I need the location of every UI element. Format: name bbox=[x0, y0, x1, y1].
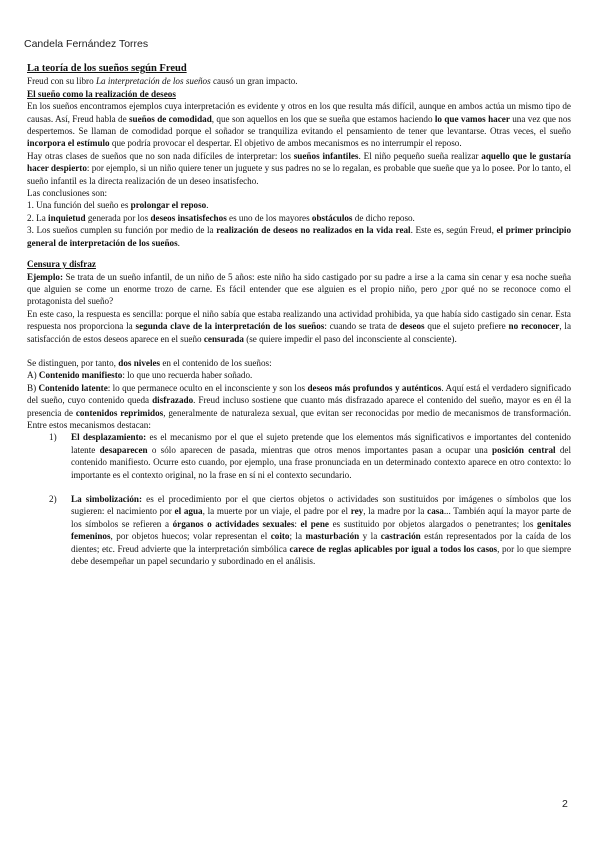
section-heading: El sueño como la realización de deseos bbox=[27, 88, 176, 99]
conclusion-item: 2. La inquietud generada por los deseos insatisfechos es uno de los mayores obstáculos de dicho reposo. bbox=[27, 212, 415, 223]
document-body bbox=[27, 63, 571, 567]
example-paragraph: Ejemplo: Se trata de un sueño infantil, de un niño de 5 años: este niño ha sido castigado por su padre a irse a la cama sin cenar y esa noche sueña que alguien se come un enorme trozo de carne. Es fácil entender que ese alguien es el propio niño, pero ¿por qué no se reconoce como el protagonista del sueño? bbox=[27, 271, 571, 307]
paragraph: En los sueños encontramos ejemplos cuya interpretación es evidente y otros en los que resulta más difícil, aunque en ambos actúa un mismo tipo de causas. Así, Freud habla de sueños de comodidad, que son aquellos en los que se sueña que estamos haciendo lo que vamos hacer una vez que nos despertemos. Se llaman de comodidad porque el soñador se tranquiliza evitando el pensamiento de tener que levantarse. Otras veces, el sueño incorpora el estímulo que podría provocar el despertar. El objetivo de ambos mecanismos es no interrumpir el reposo. bbox=[27, 101, 571, 149]
mechanism-item: 1) El desplazamiento: es el mecanismo por el que el sujeto pretende que los elementos más significativos e importantes del contenido latente desaparecen o sólo aparecen de pasada, mientras que otros menos importantes pasan a ocupar una posición central del contenido manifiesto. Ocurre esto cuando, por ejemplo, una frase pronunciada en un determinado contexto aparece en otro contexto: lo importante es el contexto original, no la frase en sí ni el contexto secundario. bbox=[49, 432, 571, 480]
conclusions-label: Las conclusiones son: bbox=[27, 188, 108, 199]
paragraph: Se distinguen, por tanto, dos niveles en el contenido de los sueños: bbox=[27, 357, 272, 368]
intro-paragraph bbox=[27, 75, 571, 87]
paragraph: En este caso, la respuesta es sencilla: porque el niño sabía que estaba realizando una actividad prohibida, ya que había sido castigado sin cenar. Esta respuesta nos proporciona la segunda clave de la interpretación de los sueños: cuando se trata de deseos que el sujeto prefiere no reconocer, la satisfacción de estos deseos aparece en el sueño censurada (se quiere impedir el paso del inconsciente al consciente). bbox=[27, 308, 572, 344]
section-heading: Censura y disfraz bbox=[27, 259, 96, 270]
list-number: 1) bbox=[49, 432, 57, 443]
document-title: La teoría de los sueños según Freud bbox=[27, 63, 187, 74]
intro-text: Freud con su libro bbox=[27, 76, 96, 87]
conclusion-item: 3. Los sueños cumplen su función por medio de la realización de deseos no realizados en la vida real. Este es, según Freud, el primer principio general de interpretación de los sueños. bbox=[27, 225, 572, 248]
list-number: 2) bbox=[49, 494, 57, 504]
paragraph: Hay otras clases de sueños que no son nada difíciles de interpretar: los sueños infantiles. El niño pequeño sueña realizar aquello que le gustaría hacer despierto: por ejemplo, si un niño quiere tener un juguete y sus padres no se lo regalan, es probable que sueñe que ya lo posee. Por lo tanto, el sueño infantil es la directa realización de un deseo insatisfecho. bbox=[27, 150, 571, 186]
author-name: Candela Fernández Torres bbox=[24, 38, 149, 50]
mechanism-item: 2) La simbolización: es el procedimiento por el que ciertos objetos o actividades son sustituidos por imágenes o símbolos que los sugieren: el nacimiento por el agua, la muerte por un viaje, el padre por el rey, la madre por la casa... También aquí la mayor parte de los símbolos se refieren a órganos o actividades sexuales: el pene es sustituido por objetos alargados o penetrantes; los genitales femeninos, por objetos huecos; volar representan el coito; la masturbación y la castración están representados por la caída de los dientes; etc. Freud advierte que la interpretación simbólica carece de reglas aplicables por igual a todos los casos, por lo que siempre debe desempeñar un papel secundario y subordinado en el análisis. bbox=[49, 494, 572, 567]
book-title: La interpretación de los sueños bbox=[95, 76, 211, 87]
page-number: 2 bbox=[562, 798, 568, 810]
intro-text: causó un gran impacto. bbox=[210, 76, 298, 87]
conclusion-item: 1. Una función del sueño es prolongar el reposo. bbox=[27, 200, 209, 211]
level-item: A) Contenido manifiesto: lo que uno recuerda haber soñado. bbox=[27, 370, 253, 381]
level-item: B) Contenido latente: lo que permanece oculto en el inconsciente y son los deseos más profundos y auténticos. Aquí está el verdadero significado del sueño, cuyo contenido queda disfrazado. Freud incluso sostiene que cuanto más disfrazado aparece el contenido del sueño, mayor es en él la presencia de contenidos reprimidos, generalmente de naturaleza sexual, que evitan ser reconocidas por medio de mecanismos de transformación. Entre estos mecanismos destacan: bbox=[27, 382, 572, 430]
